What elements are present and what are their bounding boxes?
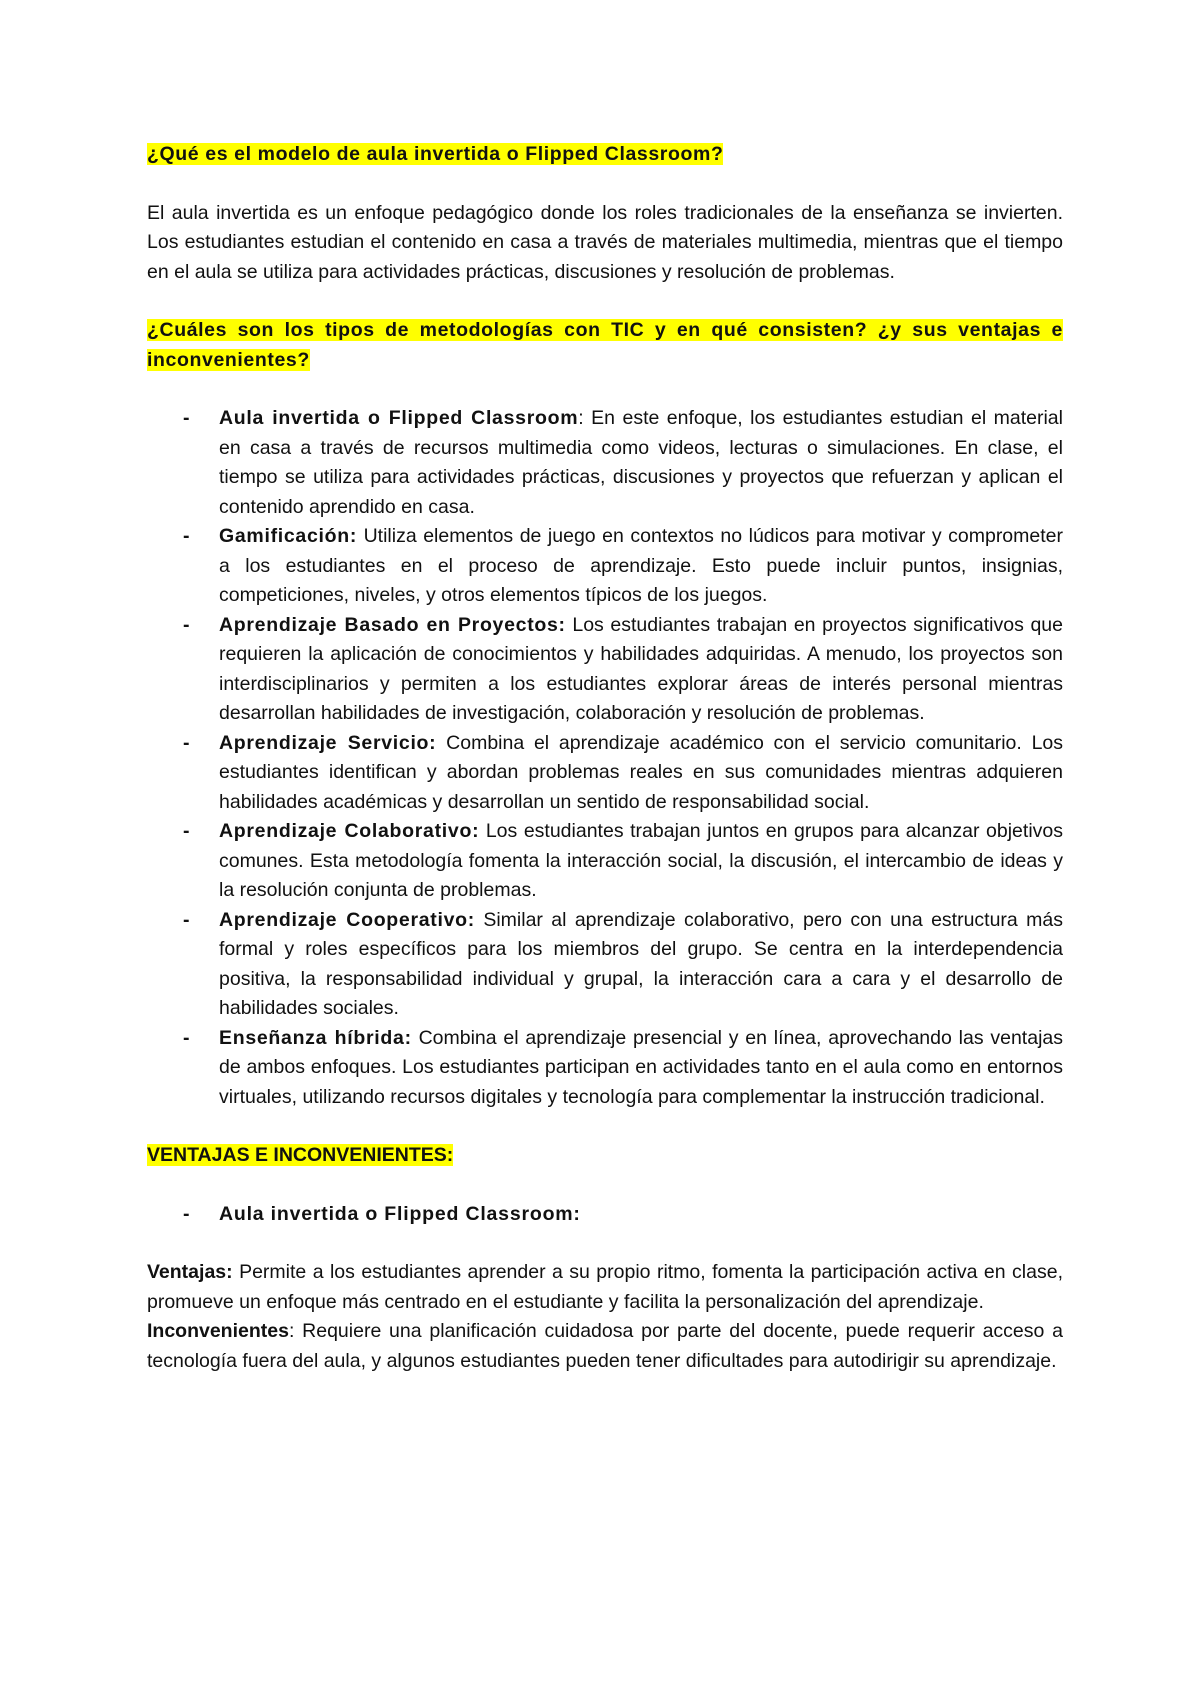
section-heading-ventajas — [147, 1141, 1063, 1171]
intro-paragraph: El aula invertida es un enfoque pedagógico donde los roles tradicionales de la enseñanza se invierten. Los estudiantes estudian el contenido en casa a través de materiales multimedia, mientras que el tiempo en el aula se utiliza para actividades prácticas, discusiones y resolución de problemas. — [147, 201, 1063, 283]
list-item-aula-invertida — [147, 404, 1063, 522]
bullet-dash: - — [183, 1202, 190, 1225]
item-term: Aula invertida o Flipped Classroom — [219, 407, 579, 429]
list-item-proyectos — [147, 611, 1063, 729]
item-text: Los estudiantes trabajan juntos en grupos para alcanzar objetivos comunes. Esta metodología fomenta la interacción social, la discusión, el intercambio de ideas y la resolución conjunta de problemas. — [219, 820, 1063, 901]
ventajas-text: Permite a los estudiantes aprender a su propio ritmo, fomenta la participación activa en clase, promueve un enfoque más centrado en el estudiante y facilita la personalización del aprendizaje. — [147, 1261, 1063, 1313]
item-term: Gamificación: — [219, 525, 358, 547]
item-text: Combina el aprendizaje académico con el servicio comunitario. Los estudiantes identifican y abordan problemas reales en sus comunidades mientras adquieren habilidades académicas y desarrollan un sentido de responsabilidad social. — [219, 731, 1064, 813]
item-text: Combina el aprendizaje presencial y en línea, aprovechando las ventajas de ambos enfoques. Los estudiantes participan en actividades tanto en el aula como en entornos virtuales, utilizando recursos digitales y tecnología para complementar la instrucción tradicional. — [219, 1026, 1063, 1108]
highlighted-heading-text: ¿Cuáles son los tipos de metodologías con TIC y en qué consisten? ¿y sus ventajas e inconvenientes? — [147, 319, 1063, 371]
item-text: Los estudiantes trabajan en proyectos significativos que requieren la aplicación de conocimientos y habilidades adquiridas. A menudo, los proyectos son interdisciplinarios y permiten a los estudiantes explorar áreas de interés personal mientras desarrollan habilidades de investigación, colaboración y resolución de problemas. — [219, 613, 1063, 724]
item-term: Aprendizaje Cooperativo: — [219, 908, 475, 931]
bullet-dash: - — [183, 1026, 190, 1049]
bullet-dash: - — [183, 525, 190, 547]
bullet-dash: - — [183, 820, 190, 842]
item-term: Aprendizaje Colaborativo: — [219, 820, 480, 842]
item-text: Utiliza elementos de juego en contextos no lúdicos para motivar y comprometer a los estudiantes en el proceso de aprendizaje. Esto puede incluir puntos, insignias, competiciones, niveles, y otros elementos típicos de los juegos. — [219, 525, 1063, 606]
list-item-hibrida — [147, 1024, 1063, 1113]
list-item-servicio — [147, 729, 1063, 818]
ventajas-label: Ventajas: — [147, 1261, 233, 1283]
methodologies-list — [147, 404, 1063, 1112]
bullet-dash: - — [183, 731, 190, 754]
item-text: En este enfoque, los estudiantes estudian el material en casa a través de recursos multimedia como videos, lecturas o simulaciones. En clase, el tiempo se utiliza para actividades prácticas, discusiones y proyectos que refuerzan y aplican el contenido aprendido en casa. — [219, 407, 1063, 518]
bullet-dash: - — [183, 908, 190, 931]
item-term: Aprendizaje Basado en Proyectos: — [219, 613, 566, 636]
item-term: Aula invertida o Flipped Classroom: — [219, 1202, 581, 1225]
inconvenientes-separator: : — [288, 1320, 295, 1342]
ventajas-paragraph — [147, 1258, 1063, 1317]
bullet-dash: - — [183, 407, 190, 429]
item-text: Similar al aprendizaje colaborativo, pero con una estructura más formal y roles específicos para los miembros del grupo. Se centra en la interdependencia positiva, la responsabilidad individual y grupal, la interacción cara a cara y el desarrollo de habilidades sociales. — [219, 908, 1063, 1019]
inconvenientes-paragraph — [147, 1317, 1063, 1376]
list-item-colaborativo — [147, 817, 1063, 906]
document-page — [147, 140, 1063, 1376]
inconvenientes-label: Inconvenientes — [147, 1320, 289, 1342]
sub-list-item-aula-invertida — [147, 1200, 1063, 1230]
list-item-gamificacion — [147, 522, 1063, 611]
inconvenientes-text: Requiere una planificación cuidadosa por parte del docente, puede requerir acceso a tecnología fuera del aula, y algunos estudiantes pueden tener dificultades para autodirigir su aprendizaje. — [147, 1320, 1063, 1372]
item-separator: : — [578, 407, 584, 429]
question-heading-methodologies — [147, 316, 1063, 375]
list-item-cooperativo — [147, 906, 1063, 1024]
item-term: Enseñanza híbrida: — [219, 1026, 412, 1049]
question-heading-flipped-classroom — [147, 140, 1063, 170]
highlighted-heading-text: VENTAJAS E INCONVENIENTES: — [147, 1144, 454, 1166]
highlighted-heading-text: ¿Qué es el modelo de aula invertida o Flipped Classroom? — [147, 143, 724, 165]
bullet-dash: - — [183, 613, 190, 636]
item-term: Aprendizaje Servicio: — [219, 731, 437, 754]
